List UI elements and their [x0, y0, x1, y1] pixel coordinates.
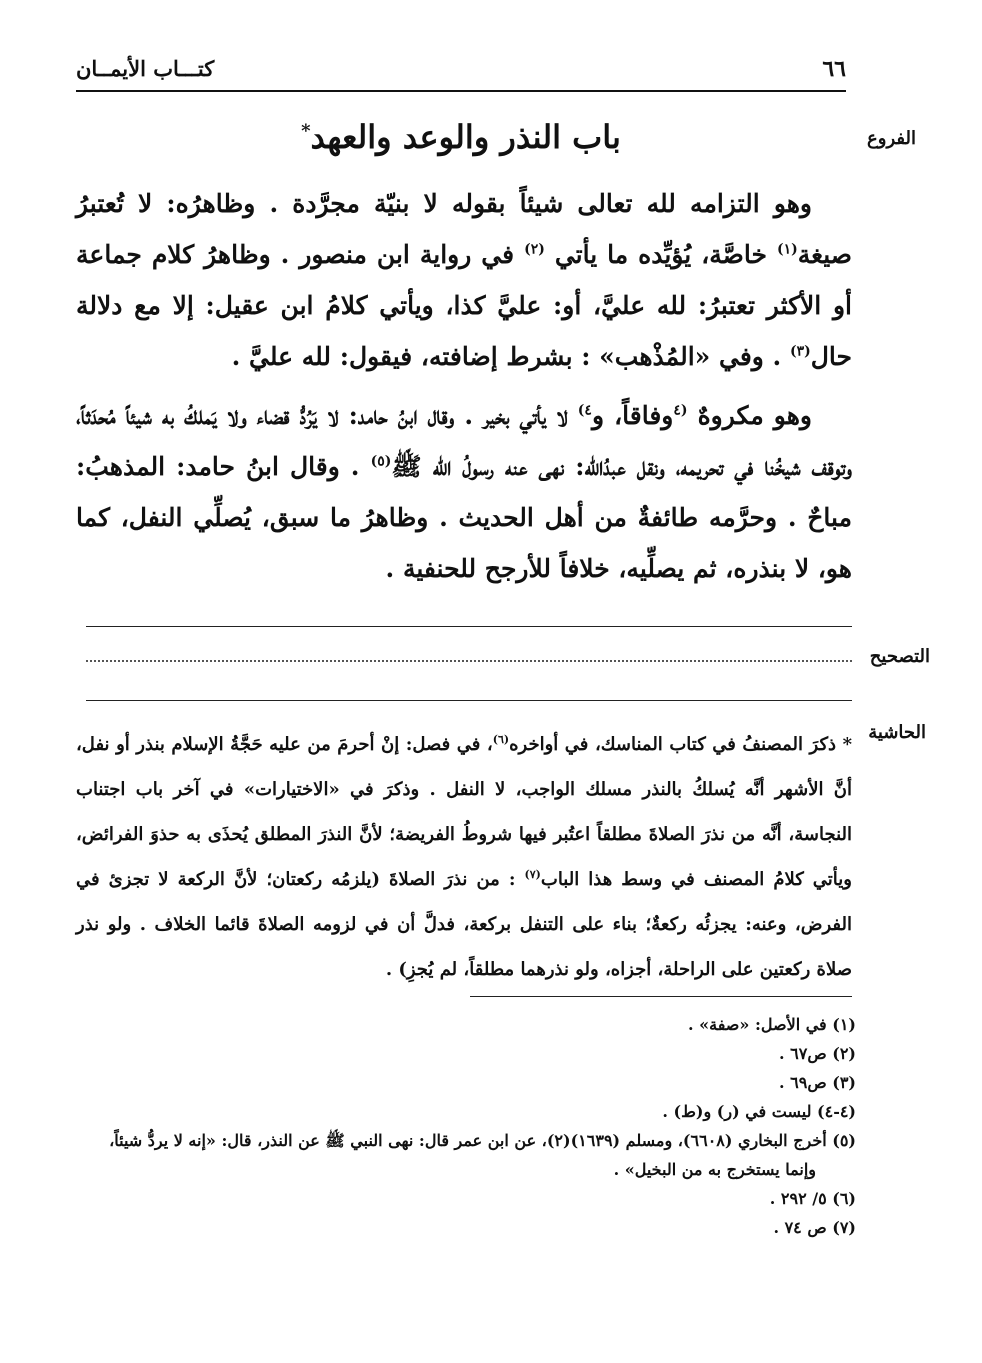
footnote-line: (٥) أخرج البخاري (٦٦٠٨)، ومسلم (١٦٣٩)(٢)، عن ابن عمر قال: نهى النبي ﷺ عن النذر، قال: «إنه لا يردُّ شيئاً،: [109, 1131, 856, 1150]
text-run: : من نذرَ الصلاةَ (يلزمُه ركعتان؛ لأنَّ الركعة لا تجزئ في الفرض، وعنه: يجزئُه ركعةٌ؛ بناء على التنفل بركعة، فدلَّ أن في لزومه الصلاةَ قائما الخلاف . ولو نذر صلاة ركعتين على الراحلة، أجزاه، ولو نذرهما مطلقاً، لم يُجزِ) .: [76, 869, 852, 980]
footnote-ref: (٣): [789, 343, 811, 360]
text-run: . وفي «المُذْهب» : بشرط إضافته، فيقول: لله عليَّ .: [231, 342, 790, 371]
side-label-furu: الفروع: [867, 128, 916, 149]
side-label-hashiya: الحاشية: [868, 722, 926, 743]
footnote-ref: (١): [776, 241, 798, 258]
hashiya-mark: *: [842, 734, 852, 755]
side-label-tashih: التصحيح: [869, 646, 930, 667]
chapter-title-text: باب النذر والوعد والعهد: [310, 118, 621, 156]
text-run: لا يأتي بخير . وقال ابنُ حامد: لا يَرُدُّ قضاء ولا يَملكُ به شيئاً مُحدَثاً، وتوقف شيخُنا في تحريمه، ونقل عبدُالله: نهى عنه رسولُ الله ﷺ: [76, 401, 853, 481]
page-number: ٦٦: [822, 56, 846, 82]
footnote-line: (٢) ص٦٧ .: [779, 1044, 856, 1063]
running-title: كتـــاب الأيمــان: [76, 56, 215, 81]
footnote-line: (٣) ص٦٩ .: [779, 1073, 856, 1092]
page-header: [76, 50, 846, 92]
main-paragraph: [76, 390, 852, 594]
chapter-title-mark: *: [301, 120, 311, 142]
footnote-line: (٧) ص ٧٤ .: [773, 1218, 856, 1237]
footnote-ref: (٥): [370, 453, 392, 470]
footnote-line: (١) في الأصل: «صفة» .: [687, 1015, 856, 1034]
main-paragraph: [76, 178, 852, 382]
footnote-line: (٦) ٥/ ٢٩٢ .: [769, 1189, 856, 1208]
footnote-ref: (٧): [524, 868, 541, 881]
hashiya-paragraph: [76, 722, 852, 992]
text-run: وهو مكروهٌ: [687, 401, 812, 430]
footnote-ref: ٤): [577, 402, 592, 419]
text-run: وفاقاً، و: [591, 401, 674, 430]
text-run: . وقال ابنُ حامد: المذهبُ: مباحٌ . وحرَّمه طائفةٌ من أهل الحديث . وظاهرُ ما سبق، يُصلِّي النفل، كما هو، لا بنذره، ثم يصلِّيه، خلافاً للأرجح للحنفية .: [76, 452, 852, 583]
footnote-ref: (٢): [524, 241, 545, 258]
chapter-heading: [76, 118, 846, 156]
section-divider-top: [86, 626, 852, 627]
footnote-ref: (٦): [492, 733, 510, 746]
footnote-line: وإنما يستخرج به من البخيل» .: [613, 1160, 816, 1179]
text-run: خاصَّة، يُؤيِّده ما يأتي: [544, 240, 777, 269]
section-divider-bottom: [86, 700, 852, 701]
tashih-dotted-line: [86, 660, 852, 662]
text-run: وهو التزامه لله تعالى شيئاً بقوله لا بنيّة مجرَّدة . وظاهرُه: لا تُعتبرُ صيغة: [76, 189, 852, 269]
text-run: في رواية ابن منصور . وظاهرُ كلام جماعة أو الأكثر تعتبرُ: لله عليَّ، أو: عليَّ كذا، ويأتي كلامُ ابن عقيل: إلا مع دلالة حال: [76, 240, 852, 371]
footnote-line: (٤-٤) ليست في (ر) و(ط) .: [662, 1102, 856, 1121]
footnote-ref: (٤: [673, 402, 688, 419]
text-run: ، في فصل: إنْ أحرمَ من عليه حَجَّةُ الإسلام بنذر أو نفل، أنَّ الأشهر أنَّه يُسلكُ بالنذر مسلك الواجب، لا النفل . وذكرَ في «الاختيارات» في آخر باب اجتناب النجاسة، أنَّه من نذرَ الصلاةَ مطلقاً اعتُبر فيها شروطُ الفريضة؛ لأنَّ النذرَ المطلق يُحذَى به حذوَ الفرائض، ويأتي كلامُ المصنف في وسط هذا الباب: [76, 734, 852, 890]
hashiya-block: [76, 722, 852, 992]
text-run: ذكرَ المصنفُ في كتاب المناسك، في أواخره: [509, 734, 843, 755]
main-text-block: [76, 178, 852, 602]
footnotes-block: [76, 1010, 856, 1242]
footnote-separator: [470, 996, 852, 997]
